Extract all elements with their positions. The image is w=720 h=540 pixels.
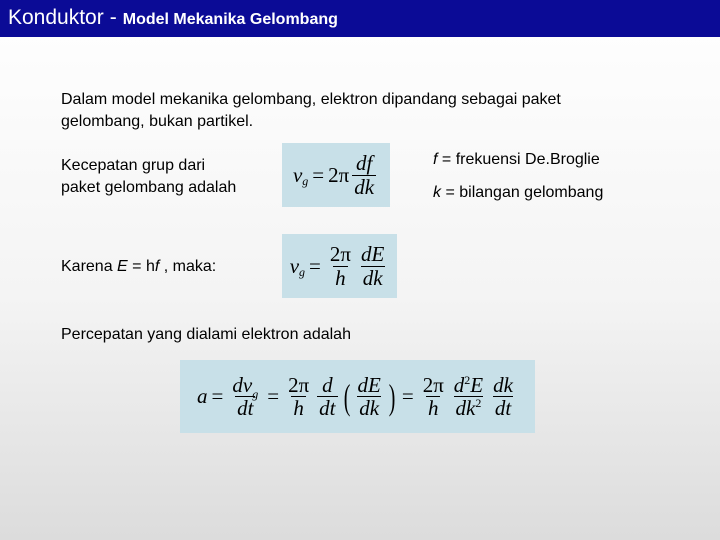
group-velocity-text — [61, 155, 236, 199]
group-velocity-line-1: Kecepatan grup dari — [61, 157, 206, 174]
eq3-dt-2: dt — [319, 396, 336, 420]
eq3-dt-3: dt — [494, 396, 512, 420]
eq3-2pi-h — [286, 374, 311, 419]
acceleration-text: Percepatan yang dialami elektron adalah — [61, 326, 351, 343]
eq2-g: g — [299, 264, 306, 279]
eq3-dv: dv — [232, 372, 253, 397]
karena-E: E — [117, 258, 128, 275]
eq3-dk-dt — [491, 374, 515, 419]
eq3-dt-1: dt — [237, 396, 254, 420]
eq1-denominator: dk — [354, 174, 375, 199]
eq2-fraction-2 — [359, 243, 386, 288]
legend-k — [433, 182, 603, 204]
eq2-two-pi: 2π — [329, 242, 351, 267]
legend-f-symbol: f — [433, 151, 438, 168]
group-velocity-line-2: paket gelombang adalah — [61, 179, 237, 196]
legend-k-text: = bilangan gelombang — [441, 184, 604, 201]
eq3-dvg-dt — [230, 374, 260, 419]
legend-f — [433, 149, 600, 171]
eq1-equals: = — [312, 162, 325, 187]
intro-line-1: Dalam model mekanika gelombang, elektron dipandang sebagai paket — [61, 91, 561, 108]
eq3-d2E-dk2 — [452, 374, 485, 419]
eq3-equals-1: = — [211, 384, 224, 408]
group-velocity-energy-equation — [282, 234, 397, 298]
eq2-h: h — [335, 265, 346, 290]
eq1-fraction — [352, 152, 376, 197]
page-subtitle: Model Mekanika Gelombang — [122, 11, 338, 28]
eq2-v: v — [289, 253, 300, 278]
eq3-equals-3: = — [401, 384, 414, 408]
karena-f: f — [154, 258, 160, 275]
intro-paragraph — [61, 89, 561, 133]
eq3-a: a — [197, 384, 208, 408]
eq2-equals: = — [309, 253, 321, 278]
acceleration-equation — [180, 360, 535, 433]
eq3-sq-1: 2 — [464, 372, 471, 387]
eq2-dE: dE — [360, 242, 385, 267]
karena-suffix: , maka: — [159, 258, 217, 275]
title-bar — [0, 0, 720, 37]
title-separator: - — [109, 6, 117, 29]
karena-text — [61, 256, 216, 278]
eq3-dk-1: dk — [359, 396, 380, 420]
eq1-two-pi: 2π — [328, 162, 350, 187]
eq3-g: g — [252, 386, 259, 401]
eq3-2pi-h-2 — [421, 374, 446, 419]
page-title: Konduktor — [8, 6, 104, 29]
karena-prefix: Karena — [61, 258, 118, 275]
eq3-two-pi-2: 2π — [422, 372, 444, 397]
eq3-equals-2: = — [267, 384, 280, 408]
eq3-right-paren: ) — [388, 376, 396, 417]
eq1-numerator: df — [355, 151, 373, 176]
eq3-h-2: h — [427, 396, 439, 420]
eq3-dE-dk — [356, 374, 383, 419]
eq1-g: g — [302, 173, 309, 188]
eq3-d-dt — [317, 374, 337, 419]
eq2-fraction-1 — [328, 243, 353, 288]
group-velocity-equation — [282, 143, 390, 207]
eq3-dE: dE — [357, 372, 381, 397]
eq1-v: v — [292, 162, 303, 187]
eq3-h-1: h — [293, 396, 304, 420]
karena-eq: = h — [127, 258, 155, 275]
intro-line-2: gelombang, bukan partikel. — [61, 113, 254, 130]
legend-f-text: = frekuensi De.Broglie — [437, 151, 600, 168]
eq3-two-pi-1: 2π — [288, 372, 310, 397]
eq3-dk-3: dk — [493, 372, 513, 397]
eq3-d2: d — [453, 372, 465, 397]
eq2-dk: dk — [362, 265, 383, 290]
eq3-dk-2: dk — [455, 396, 476, 420]
legend-k-symbol: k — [433, 184, 441, 201]
eq3-E: E — [470, 372, 484, 397]
eq3-sq-2: 2 — [475, 396, 482, 410]
eq3-left-paren: ( — [343, 376, 350, 417]
eq3-d: d — [322, 372, 333, 397]
